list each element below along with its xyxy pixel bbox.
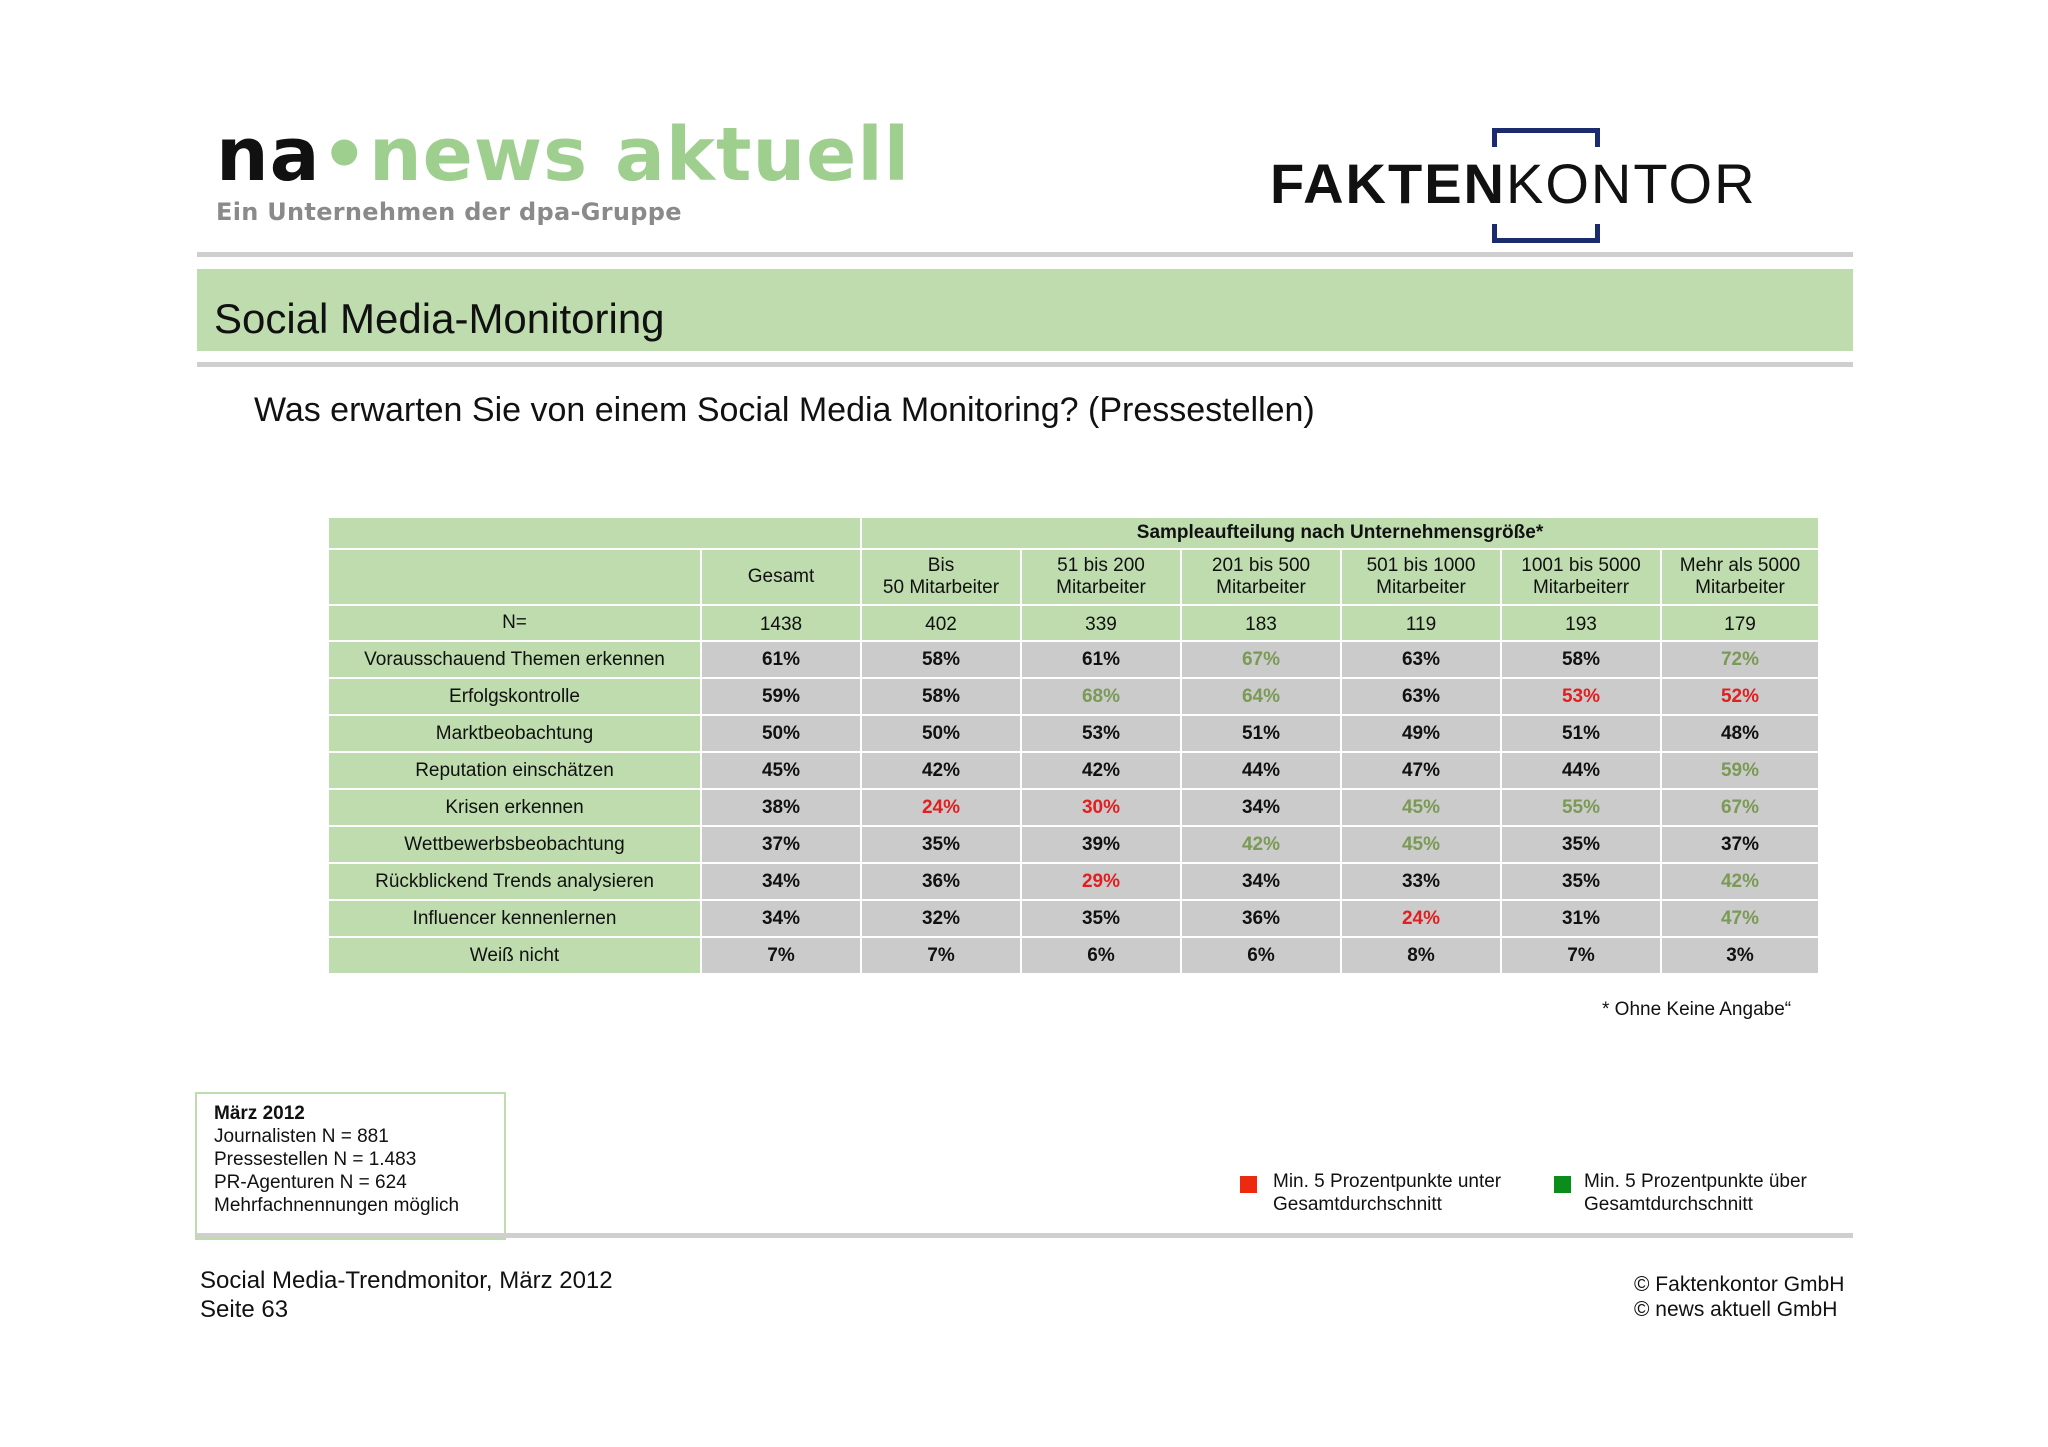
title-band xyxy=(197,269,1853,351)
data-cell: 47% xyxy=(1661,900,1819,937)
data-cell: 61% xyxy=(1021,641,1181,678)
data-cell: 32% xyxy=(861,900,1021,937)
column-header: 1001 bis 5000 Mitarbeiterr xyxy=(1501,549,1661,605)
table-row xyxy=(328,789,1819,826)
data-cell: 35% xyxy=(1021,900,1181,937)
survey-question: Was erwarten Sie von einem Social Media Monitoring? (Pressestellen) xyxy=(254,391,1315,429)
data-cell: 61% xyxy=(701,641,861,678)
data-cell: 45% xyxy=(1341,789,1501,826)
data-cell: 35% xyxy=(1501,826,1661,863)
row-label: Marktbeobachtung xyxy=(328,715,701,752)
sample-size-value: 119 xyxy=(1341,605,1501,641)
table-row xyxy=(328,900,1819,937)
news-aktuell-logo xyxy=(216,112,911,226)
info-multiple-answers: Mehrfachnennungen möglich xyxy=(214,1195,460,1216)
data-cell: 51% xyxy=(1181,715,1341,752)
data-cell: 38% xyxy=(701,789,861,826)
info-pr-agencies: PR-Agenturen N = 624 xyxy=(214,1172,407,1193)
faktenkontor-wordmark: FAKTENKONTOR xyxy=(1270,152,1757,215)
data-cell: 51% xyxy=(1501,715,1661,752)
row-label: Krisen erkennen xyxy=(328,789,701,826)
results-table xyxy=(327,516,1820,975)
legend-above-average: Min. 5 Prozentpunkte über Gesamtdurchschnitt xyxy=(1584,1171,1807,1215)
sample-size-value: 193 xyxy=(1501,605,1661,641)
sample-size-value: 1438 xyxy=(701,605,861,641)
data-cell: 3% xyxy=(1661,937,1819,974)
row-label: Reputation einschätzen xyxy=(328,752,701,789)
legend-green-swatch xyxy=(1554,1176,1571,1193)
data-cell: 30% xyxy=(1021,789,1181,826)
sample-size-label: N= xyxy=(328,605,701,641)
table-group-header-row xyxy=(328,517,1819,549)
sample-size-value: 339 xyxy=(1021,605,1181,641)
column-header: Bis 50 Mitarbeiter xyxy=(861,549,1021,605)
title-divider xyxy=(197,362,1853,367)
data-cell: 29% xyxy=(1021,863,1181,900)
sample-size-value: 179 xyxy=(1661,605,1819,641)
data-cell: 42% xyxy=(1181,826,1341,863)
data-cell: 39% xyxy=(1021,826,1181,863)
data-cell: 45% xyxy=(1341,826,1501,863)
data-cell: 8% xyxy=(1341,937,1501,974)
data-cell: 7% xyxy=(861,937,1021,974)
data-cell: 33% xyxy=(1341,863,1501,900)
group-header-cell: Sampleaufteilung nach Unternehmensgröße* xyxy=(861,517,1819,549)
sample-info-box xyxy=(195,1092,506,1240)
data-cell: 63% xyxy=(1341,641,1501,678)
column-header: 51 bis 200 Mitarbeiter xyxy=(1021,549,1181,605)
data-cell: 53% xyxy=(1501,678,1661,715)
data-cell: 36% xyxy=(1181,900,1341,937)
data-cell: 72% xyxy=(1661,641,1819,678)
sample-size-value: 402 xyxy=(861,605,1021,641)
data-cell: 24% xyxy=(1341,900,1501,937)
data-cell: 55% xyxy=(1501,789,1661,826)
table-row xyxy=(328,678,1819,715)
data-cell: 24% xyxy=(861,789,1021,826)
row-label: Weiß nicht xyxy=(328,937,701,974)
data-cell: 63% xyxy=(1341,678,1501,715)
logo-bracket-top xyxy=(1492,128,1600,147)
data-cell: 34% xyxy=(1181,789,1341,826)
data-cell: 67% xyxy=(1181,641,1341,678)
row-label: Rückblickend Trends analysieren xyxy=(328,863,701,900)
data-cell: 49% xyxy=(1341,715,1501,752)
data-cell: 67% xyxy=(1661,789,1819,826)
faktenkontor-logo xyxy=(1268,128,1828,238)
data-cell: 50% xyxy=(861,715,1021,752)
row-label: Influencer kennenlernen xyxy=(328,900,701,937)
table-row xyxy=(328,641,1819,678)
footer-page-number: Seite 63 xyxy=(200,1296,289,1323)
data-cell: 44% xyxy=(1181,752,1341,789)
data-cell: 42% xyxy=(1021,752,1181,789)
data-cell: 48% xyxy=(1661,715,1819,752)
data-cell: 64% xyxy=(1181,678,1341,715)
data-cell: 68% xyxy=(1021,678,1181,715)
table-footnote: * Ohne Keine Angabe“ xyxy=(1602,999,1792,1020)
table-corner-cell xyxy=(328,517,861,549)
row-label: Vorausschauend Themen erkennen xyxy=(328,641,701,678)
info-press-offices: Pressestellen N = 1.483 xyxy=(214,1149,417,1170)
legend-red-swatch xyxy=(1240,1176,1257,1193)
row-label: Wettbewerbsbeobachtung xyxy=(328,826,701,863)
news-aktuell-tagline: Ein Unternehmen der dpa-Gruppe xyxy=(216,198,682,226)
column-header: 201 bis 500 Mitarbeiter xyxy=(1181,549,1341,605)
header-divider xyxy=(197,252,1853,257)
data-cell: 58% xyxy=(1501,641,1661,678)
page-title: Social Media-Monitoring xyxy=(214,295,665,342)
data-cell: 44% xyxy=(1501,752,1661,789)
footer-divider xyxy=(197,1233,1853,1238)
info-journalists: Journalisten N = 881 xyxy=(214,1126,389,1147)
data-cell: 52% xyxy=(1661,678,1819,715)
data-cell: 59% xyxy=(1661,752,1819,789)
news-aktuell-wordmark: na•news aktuell xyxy=(216,112,911,198)
data-cell: 58% xyxy=(861,641,1021,678)
data-cell: 42% xyxy=(861,752,1021,789)
logo-bracket-bottom xyxy=(1492,224,1600,243)
row-label: Erfolgskontrolle xyxy=(328,678,701,715)
data-cell: 36% xyxy=(861,863,1021,900)
data-cell: 31% xyxy=(1501,900,1661,937)
table-row xyxy=(328,937,1819,974)
data-cell: 6% xyxy=(1021,937,1181,974)
sample-size-value: 183 xyxy=(1181,605,1341,641)
data-cell: 58% xyxy=(861,678,1021,715)
data-cell: 59% xyxy=(701,678,861,715)
data-cell: 6% xyxy=(1181,937,1341,974)
data-cell: 7% xyxy=(701,937,861,974)
data-cell: 37% xyxy=(701,826,861,863)
data-cell: 45% xyxy=(701,752,861,789)
table-row xyxy=(328,752,1819,789)
info-date: März 2012 xyxy=(214,1103,305,1124)
column-header: 501 bis 1000 Mitarbeiter xyxy=(1341,549,1501,605)
table-row xyxy=(328,715,1819,752)
sample-size-row xyxy=(328,605,1819,641)
column-header: Gesamt xyxy=(701,549,861,605)
data-cell: 34% xyxy=(1181,863,1341,900)
data-cell: 42% xyxy=(1661,863,1819,900)
column-header: Mehr als 5000 Mitarbeiter xyxy=(1661,549,1819,605)
table-column-header-row xyxy=(328,549,1819,605)
data-cell: 35% xyxy=(1501,863,1661,900)
table-corner-cell-lower xyxy=(328,549,701,605)
legend-below-average: Min. 5 Prozentpunkte unter Gesamtdurchschnitt xyxy=(1273,1171,1502,1215)
data-cell: 7% xyxy=(1501,937,1661,974)
table-row xyxy=(328,863,1819,900)
data-cell: 34% xyxy=(701,863,861,900)
data-cell: 35% xyxy=(861,826,1021,863)
footer-copyright: © Faktenkontor GmbH © news aktuell GmbH xyxy=(1634,1273,1845,1321)
footer-report-title: Social Media-Trendmonitor, März 2012 xyxy=(200,1267,613,1294)
footer-source xyxy=(200,1266,613,1324)
data-cell: 37% xyxy=(1661,826,1819,863)
table-row xyxy=(328,826,1819,863)
data-cell: 47% xyxy=(1341,752,1501,789)
data-cell: 34% xyxy=(701,900,861,937)
data-cell: 53% xyxy=(1021,715,1181,752)
data-cell: 50% xyxy=(701,715,861,752)
